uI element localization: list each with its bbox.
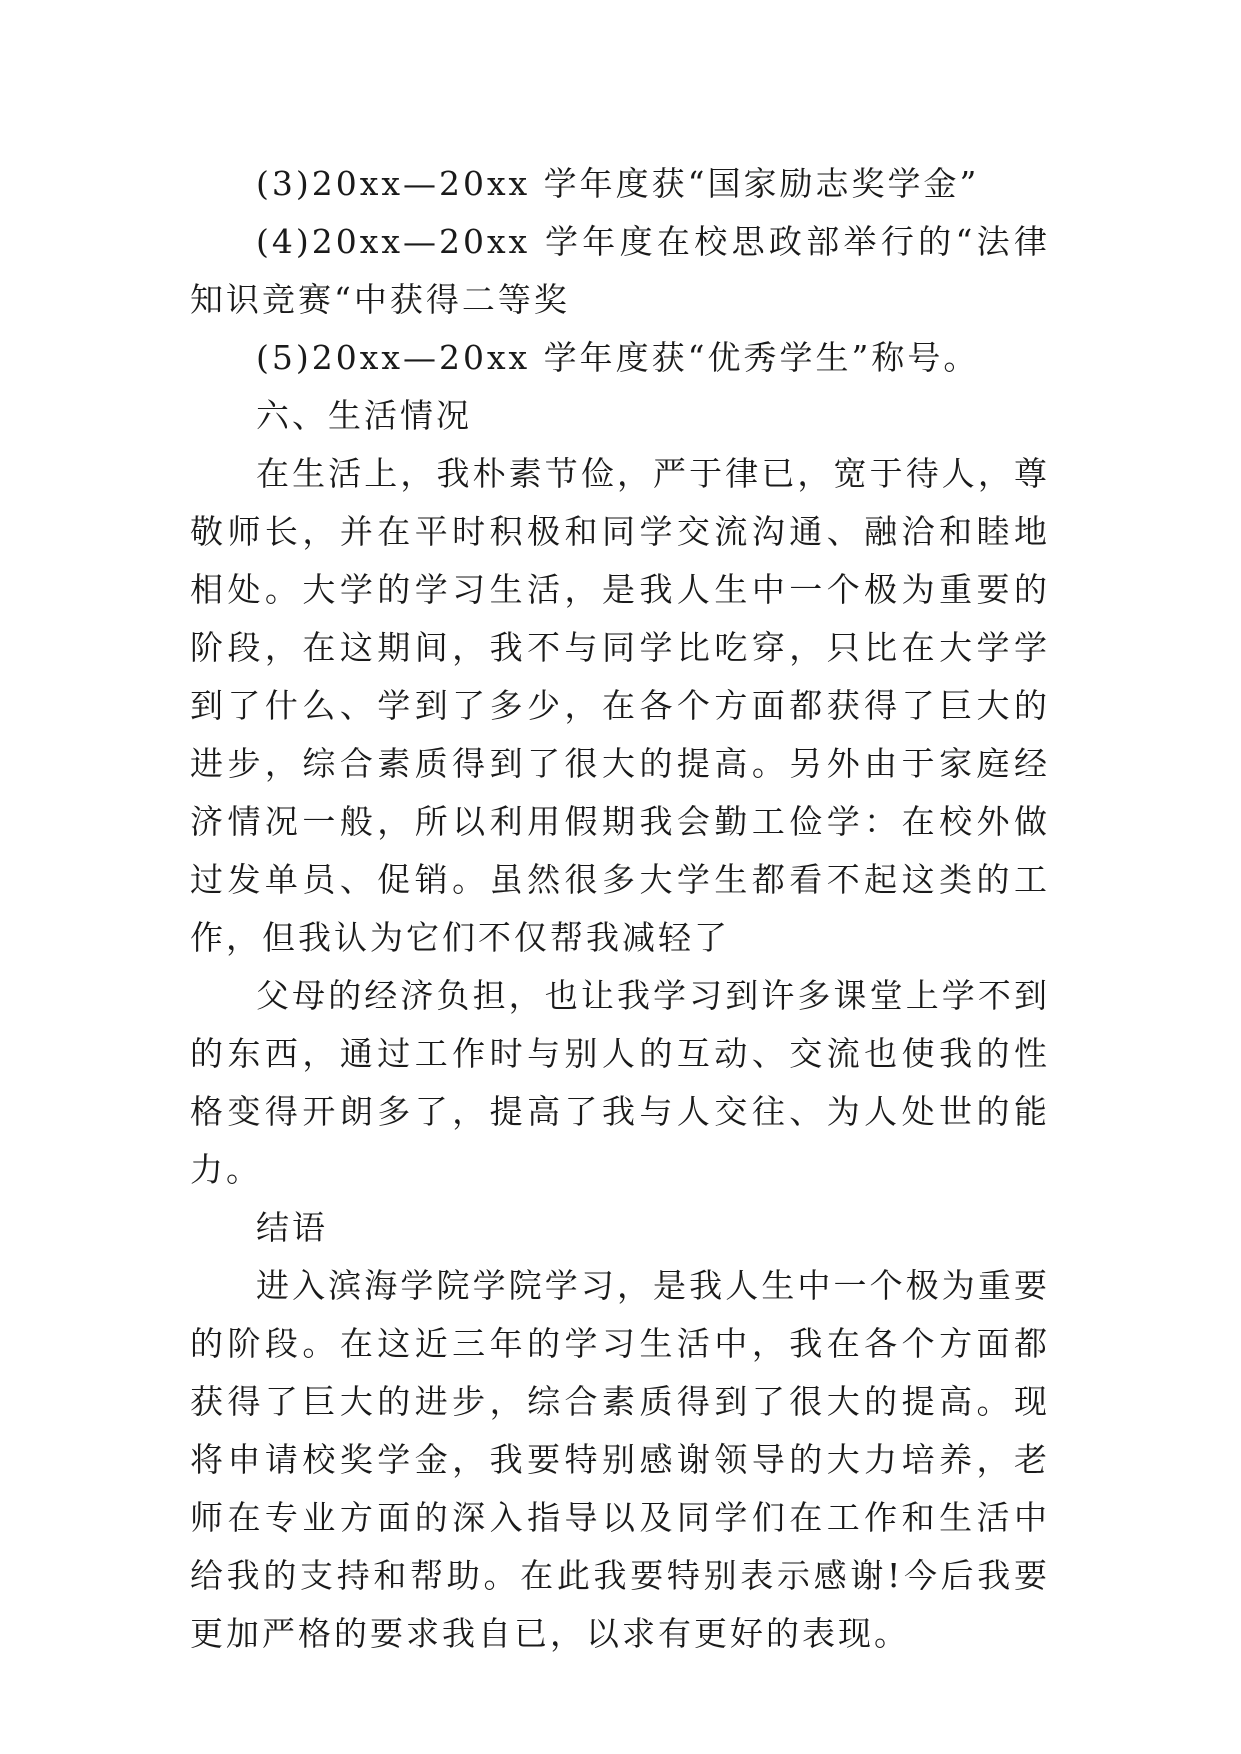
- award-item-3: (3)20xx—20xx 学年度获“国家励志奖学金”: [256, 164, 980, 203]
- section-heading-life: 六、生活情况: [256, 396, 472, 435]
- award-item-5: (5)20xx—20xx 学年度获“优秀学生”称号。: [256, 338, 980, 377]
- award-item-4: (4)20xx—20xx 学年度在校思政部举行的“法律知识竞赛“中获得二等奖: [190, 222, 1050, 319]
- conclusion-paragraph: 进入滨海学院学院学习，是我人生中一个极为重要的阶段。在这近三年的学习生活中，我在各个方面都获得了巨大的进步，综合素质得到了很大的提高。现将申请校奖学金，我要特别感谢领导的大力培养，老师在专业方面的深入指导以及同学们在工作和生活中给我的支持和帮助。在此我要特别表示感谢!今后我要更加严格的要求我自已，以求有更好的表现。: [190, 1266, 1050, 1653]
- life-paragraph-1: 在生活上，我朴素节俭，严于律已，宽于待人，尊敬师长，并在平时积极和同学交流沟通、融洽和睦地相处。大学的学习生活，是我人生中一个极为重要的阶段，在这期间，我不与同学比吃穿，只比在大学学到了什么、学到了多少，在各个方面都获得了巨大的进步，综合素质得到了很大的提高。另外由于家庭经济情况一般，所以利用假期我会勤工俭学：在校外做过发单员、促销。虽然很多大学生都看不起这类的工作，但我认为它们不仅帮我减轻了: [190, 454, 1050, 957]
- section-heading-conclusion: 结语: [256, 1208, 328, 1247]
- document-body: [190, 155, 1050, 1663]
- life-paragraph-2: 父母的经济负担，也让我学习到许多课堂上学不到的东西，通过工作时与别人的互动、交流也使我的性格变得开朗多了，提高了我与人交往、为人处世的能力。: [190, 976, 1050, 1189]
